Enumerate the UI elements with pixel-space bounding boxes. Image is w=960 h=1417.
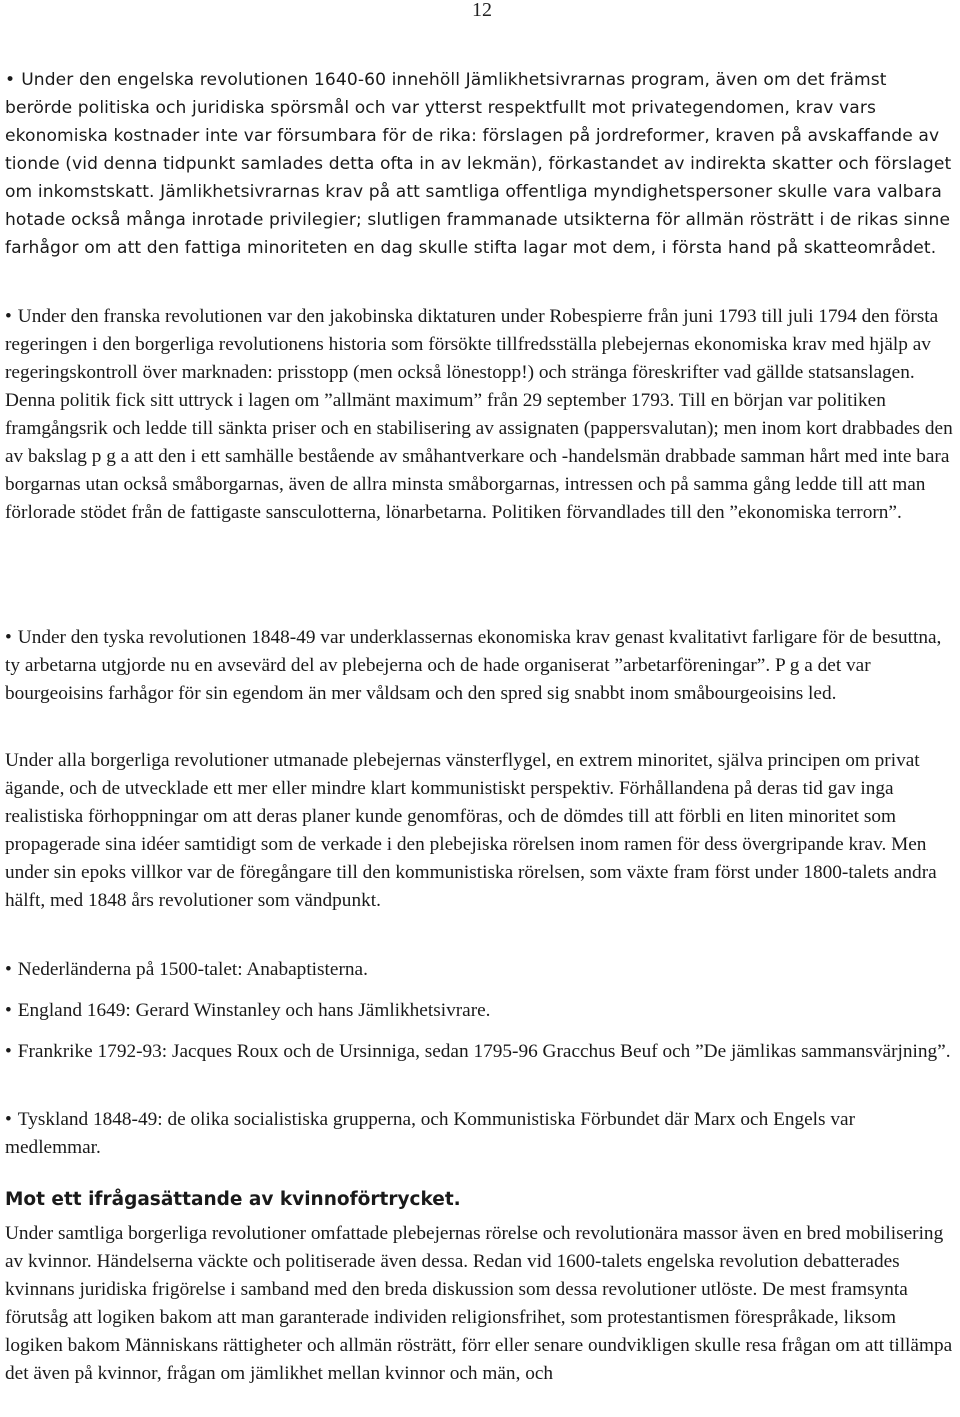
bullet-paragraph-french — [5, 303, 955, 527]
list-item-text: England 1649: Gerard Winstanley och hans Jämlikhetsivrare. — [17, 1000, 491, 1021]
bullet-netherlands — [5, 956, 955, 984]
page-number: 12 — [472, 0, 492, 21]
paragraph-all-revolutions — [5, 747, 955, 915]
bullet-glyph: • — [5, 1109, 12, 1130]
bullet-england — [5, 997, 955, 1025]
list-item-text: Frankrike 1792-93: Jacques Roux och de Ursinniga, sedan 1795-96 Gracchus Beuf och ”De jämlikas sammansvärjning”. — [17, 1041, 951, 1062]
list-item-text: Nederländerna på 1500-talet: Anabaptisterna. — [17, 959, 368, 980]
closing-paragraph — [5, 1220, 955, 1388]
bullet-paragraph-german — [5, 624, 955, 708]
list-item-text: Tyskland 1848-49: de olika socialistiska grupperna, och Kommunistiska Förbundet där Marx och Engels var medlemmar. — [5, 1109, 855, 1158]
paragraph-text: Under samtliga borgerliga revolutioner omfattade plebejernas rörelse och revolutionära massor även en bred mobilisering av kvinnor. Händelserna väckte och politiserade även dessa. Redan vid 1600-talets engelska revolution debatterades kvinnans juridiska frigörelse i samband med den breda diskussion som dessa revolutioner utlöste. De mest framsynta förutsåg att logiken bakom att man garanterade individen religionsfrihet, som protestantismen förespråkade, liksom logiken bakom Människans rättigheter och allmän rösträtt, förr eller senare oundvikligen skulle resa frågan om att tillämpa det även på kvinnor, frågan om jämlikhet mellan kvinnor och män, och — [5, 1223, 953, 1384]
bullet-glyph: • — [5, 1041, 12, 1062]
bullet-glyph: • — [5, 306, 12, 327]
paragraph-text: Under alla borgerliga revolutioner utmanade plebejernas vänsterflygel, en extrem minoritet, själva principen om privat ägande, och de utvecklade ett mer eller mindre klart kommunistiskt perspektiv. Förhållandena på deras tid gav inga realistiska förhoppningar om att deras planer kunde genomföras, och de dömdes till att förbli en liten minoritet som propagerade sina idéer samtidigt som de verkade i den plebejiska rörelsen inom ramen för dess övergripande krav. Men under sin epoks villkor var de föregångare till den kommunistiska rörelsen, som växte fram först under 1800-talets andra hälft, med 1848 års revolutioner som vändpunkt. — [5, 750, 937, 911]
bullet-paragraph-english — [5, 66, 955, 262]
paragraph-text: Under den tyska revolutionen 1848-49 var underklassernas ekonomiska krav genast kvalitativt farligare för de besuttna, ty arbetarna utgjorde nu en avsevärd del av plebejerna och de hade organiserat ”arbetarföreningar”. P g a det var bourgeoisins farhågor för sin egendom än mer våldsam och den spred sig snabbt inom småbourgeoisins led. — [5, 627, 942, 704]
bullet-glyph: • — [5, 959, 12, 980]
paragraph-text: Under den franska revolutionen var den jakobinska diktaturen under Robespierre från juni 1793 till juli 1794 den första regeringen i den borgerliga revolutionens historia som försökte tillfredsställa plebejernas ekonomiska krav med hjälp av regeringskontroll över marknaden: prisstopp (men också lönestopp!) och stränga föreskrifter vad gällde statsanslagen. Denna politik fick sitt uttryck i lagen om ”allmänt maximum” från 29 september 1793. Till en början var politiken framgångsrik och ledde till sänkta priser och en stabilisering av assignaten (pappersvalutan); men inom kort drabbades den av bakslag p g a att den i ett samhälle bestående av småhantverkare och -handelsmän drabbade samman hårt med inte bara borgarnas utan också småborgarnas, även de allra minsta småborgarnas, intressen och på samma gång ledde till att man förlorade stödet från de fattigaste sansculotterna, lönarbetarna. Politiken förvandlades till den ”ekonomiska terrorn”. — [5, 306, 953, 523]
bullet-france — [5, 1038, 955, 1066]
paragraph-text: Under den engelska revolutionen 1640-60 innehöll Jämlikhetsivrarnas program, även om det främst berörde politiska och juridiska spörsmål och var ytterst respektfullt mot privategendomen, krav vars ekonomiska kostnader inte var försumbara för de rika: förslagen på jordreformer, kraven på avskaffande av tionde (vid denna tidpunkt samlades detta ofta in av lekmän), förkastandet av indirekta skatter och förslaget om inkomstskatt. Jämlikhetsivrarnas krav på att samtliga offentliga myndighetspersoner skulle vara valbara hotade också många inrotade privilegier; slutligen frammanade utsikterna för allmän rösträtt i de rikas sinne farhågor om att den fattiga minoriteten en dag skulle stifta lagar mot dem, i första hand på skatteområdet. — [5, 70, 952, 258]
bullet-glyph: • — [5, 1000, 12, 1021]
section-heading: Mot ett ifrågasättande av kvinnoförtrycket. — [5, 1189, 461, 1210]
bullet-germany — [5, 1106, 955, 1162]
bullet-glyph: • — [5, 627, 12, 648]
bullet-glyph: • — [5, 70, 16, 90]
